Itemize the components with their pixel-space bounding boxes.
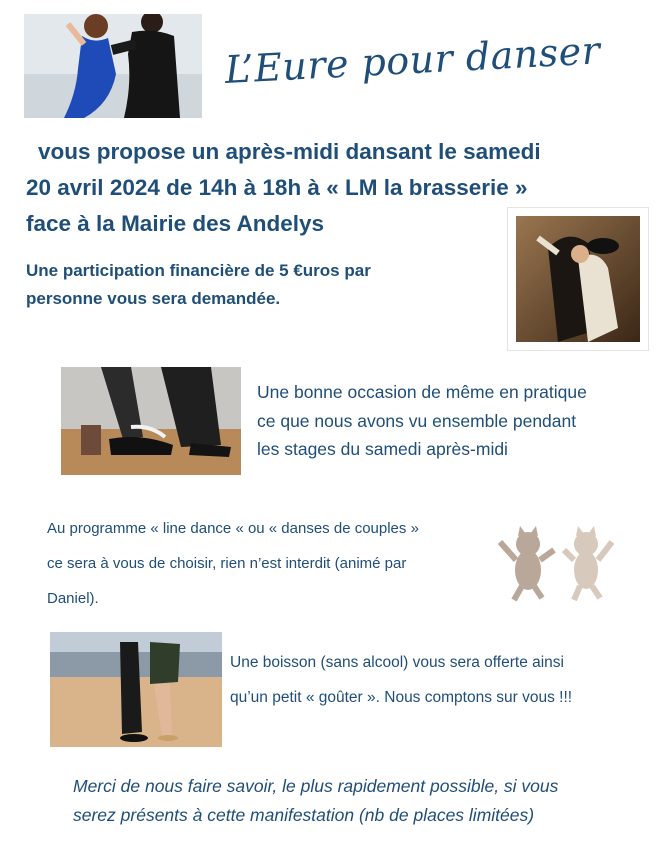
fee-line: Une participation financière de 5 €uros par (26, 261, 371, 280)
occasion-line: ce que nous avons vu ensemble pendant (257, 410, 577, 431)
programme-line: Daniel). (47, 590, 99, 607)
tango-painting-image (507, 207, 649, 351)
drink-paragraph (230, 645, 650, 715)
dancing-kittens-image (490, 520, 620, 602)
programme-line: Au programme « line dance « ou « danses de couples » (47, 520, 419, 537)
headline-line: 20 avril 2024 de 14h à 18h à « LM la brasserie » (26, 175, 528, 200)
closing-note (73, 772, 653, 830)
occasion-paragraph (257, 378, 647, 464)
programme-paragraph (47, 511, 487, 616)
drink-line: qu’un petit « goûter ». Nous comptons sur vous !!! (230, 689, 573, 706)
dancing-couple-photo (24, 14, 202, 118)
closing-line: Merci de nous faire savoir, le plus rapidement possible, si vous (73, 776, 559, 796)
ballroom-dancers-photo (50, 632, 222, 747)
closing-line: serez présents à cette manifestation (nb de places limitées) (73, 805, 535, 825)
headline-line: face à la Mairie des Andelys (26, 211, 325, 236)
occasion-line: les stages du samedi après-midi (257, 439, 508, 459)
headline-line: vous propose un après-midi dansant le samedi (38, 139, 541, 164)
participation-fee-text (26, 257, 496, 313)
drink-line: Une boisson (sans alcool) vous sera offerte ainsi (230, 654, 564, 671)
dance-shoes-photo (61, 367, 241, 475)
occasion-line: Une bonne occasion de même en pratique (257, 382, 587, 402)
fee-line: personne vous sera demandée. (26, 289, 281, 308)
programme-line: ce sera à vous de choisir, rien n’est interdit (animé par (47, 555, 407, 572)
page-title: L’Eure pour danser (223, 28, 602, 92)
